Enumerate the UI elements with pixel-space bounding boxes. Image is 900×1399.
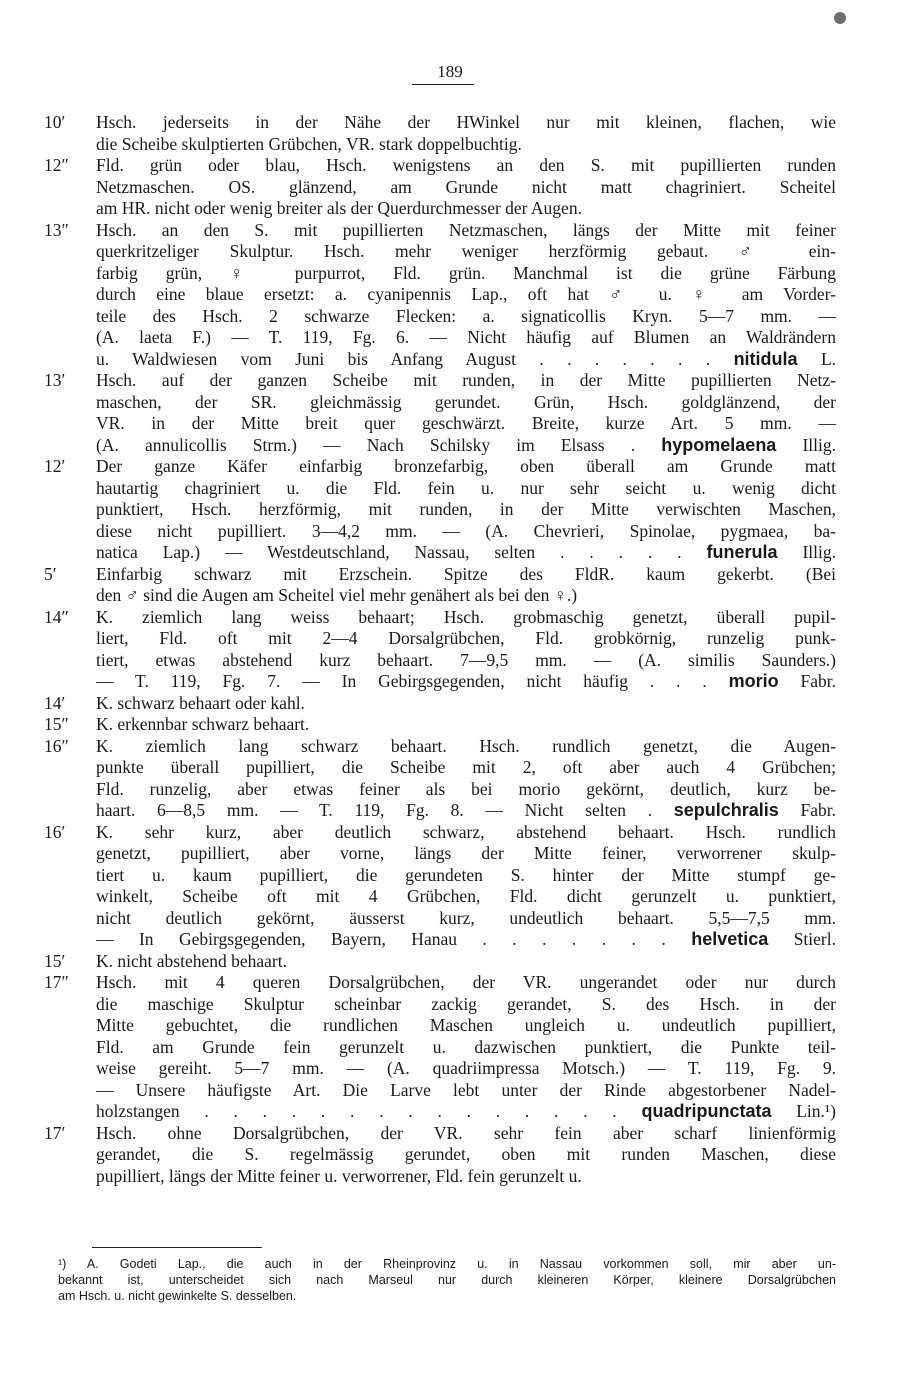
- couplet-number: 14′: [44, 692, 66, 713]
- species-author: Stierl.: [793, 929, 836, 949]
- species-name: sepulchralis: [673, 800, 779, 820]
- species-author: Fabr.: [800, 671, 836, 691]
- couplet-number: 17″: [44, 972, 69, 992]
- species-line: [96, 671, 836, 693]
- text-line: tiert, etwas abstehend kurz behaart. 7—9,5 mm. — (A. similis Saunders.): [96, 649, 836, 670]
- species-line: [96, 1101, 836, 1123]
- key-entry: [44, 822, 836, 951]
- text-line: Mitte gebuchtet, die rundlichen Maschen ungleich u. undeutlich pupilliert,: [96, 1015, 836, 1035]
- key-entry: [44, 714, 836, 736]
- key-entry: [44, 564, 836, 607]
- text-line: Hsch. auf der ganzen Scheibe mit runden, in der Mitte pupillierten Netz-: [96, 370, 836, 390]
- couplet-number: 13′: [44, 370, 66, 390]
- footnote-line: ¹) A. Godeti Lap., die auch in der Rheinprovinz u. in Nassau vorkommen soll, mir aber un-: [58, 1257, 836, 1271]
- text-line: K. schwarz behaart oder kahl.: [96, 692, 305, 713]
- species-line-text: haart. 6—8,5 mm. — T. 119, Fg. 8. — Nicht selten .: [96, 800, 653, 820]
- species-author: Fabr.: [800, 800, 836, 820]
- couplet-number: 12′: [44, 456, 66, 476]
- species-line-text: — T. 119, Fg. 7. — In Gebirgsgegenden, nicht häufig . . .: [96, 671, 707, 691]
- text-line: Netzmaschen. OS. glänzend, am Grunde nicht matt chagriniert. Scheitel: [96, 176, 836, 197]
- text-line: K. ziemlich lang weiss behaart; Hsch. grobmaschig genetzt, überall pupil-: [96, 606, 836, 627]
- couplet-number: 15′: [44, 950, 66, 971]
- text-line: die Scheibe skulptierten Grübchen, VR. stark doppelbuchtig.: [96, 133, 522, 154]
- key-entry: [44, 155, 836, 220]
- species-name: morio: [728, 671, 779, 691]
- text-line: am HR. nicht oder wenig breiter als der Querdurchmesser der Augen.: [96, 198, 582, 218]
- text-line: gerandet, die S. regelmässig gerundet, oben mit runden Maschen, diese: [96, 1144, 836, 1164]
- couplet-number: 15″: [44, 714, 69, 734]
- text-line: (A. laeta F.) — T. 119, Fg. 6. — Nicht häufig auf Blumen an Waldrändern: [96, 327, 836, 347]
- text-line: nicht deutlich gekörnt, äusserst kurz, undeutlich behaart. 5,5—7,5 mm.: [96, 907, 836, 928]
- text-line: liert, Fld. oft mit 2—4 Dorsalgrübchen, Fld. grobkörnig, runzelig punk-: [96, 628, 836, 648]
- text-line: pupilliert, längs der Mitte feiner u. verworrener, Fld. fein gerunzelt u.: [96, 1165, 582, 1186]
- species-author: Illig.: [802, 434, 836, 455]
- key-entry: [44, 370, 836, 456]
- text-line: farbig grün, ♀ purpurrot, Fld. grün. Manchmal ist die grüne Färbung: [96, 262, 836, 283]
- key-entries: [44, 112, 836, 1187]
- key-entry: [44, 693, 836, 715]
- text-line: hautartig chagriniert u. die Fld. fein u. nur sehr seicht u. wenig dicht: [96, 477, 836, 498]
- species-author: Illig.: [802, 542, 836, 562]
- species-name: hypomelaena: [661, 434, 777, 455]
- couplet-number: 13″: [44, 219, 69, 240]
- key-entry: [44, 112, 836, 155]
- species-line-text: — In Gebirgsgegenden, Bayern, Hanau . . . . . . .: [96, 929, 666, 949]
- species-line-text: natica Lap.) — Westdeutschland, Nassau, selten . . . . .: [96, 542, 682, 562]
- couplet-number: 17′: [44, 1122, 66, 1143]
- key-entry: [44, 1123, 836, 1188]
- couplet-number: 14″: [44, 606, 69, 627]
- species-name: quadripunctata: [641, 1101, 772, 1121]
- text-line: weise gereiht. 5—7 mm. — (A. quadriimpressa Motsch.) — T. 119, Fg. 9.: [96, 1058, 836, 1078]
- text-line: Einfarbig schwarz mit Erzschein. Spitze des FldR. kaum gekerbt. (Bei: [96, 563, 836, 584]
- species-name: nitidula: [733, 348, 798, 369]
- couplet-number: 16′: [44, 821, 66, 842]
- key-entry: [44, 220, 836, 371]
- text-line: Hsch. an den S. mit pupillierten Netzmaschen, längs der Mitte mit feiner: [96, 219, 836, 240]
- text-line: Fld. grün oder blau, Hsch. wenigstens an den S. mit pupillierten runden: [96, 155, 836, 175]
- text-line: punkte überall pupilliert, die Scheibe mit 2, oft aber auch 4 Grübchen;: [96, 757, 836, 777]
- text-line: Der ganze Käfer einfarbig bronzefarbig, oben überall am Grunde matt: [96, 456, 836, 476]
- species-author: L.: [820, 348, 836, 369]
- species-name: funerula: [706, 542, 778, 562]
- key-entry: [44, 951, 836, 973]
- text-line: maschen, der SR. gleichmässig gerundet. Grün, Hsch. goldglänzend, der: [96, 391, 836, 412]
- text-line: punktiert, Hsch. herzförmig, mit runden, in der Mitte verwischten Maschen,: [96, 499, 836, 519]
- text-line: Fld. runzelig, aber etwas feiner als bei morio gekörnt, deutlich, kurz be-: [96, 778, 836, 799]
- species-line-text: holzstangen . . . . . . . . . . . . . . .: [96, 1101, 617, 1121]
- text-line: Hsch. jederseits in der Nähe der HWinkel nur mit kleinen, flachen, wie: [96, 112, 836, 132]
- text-line: K. erkennbar schwarz behaart.: [96, 714, 310, 734]
- key-entry: [44, 456, 836, 564]
- couplet-number: 5′: [44, 563, 57, 584]
- couplet-number: 16″: [44, 735, 69, 756]
- footnote-line: am Hsch. u. nicht gewinkelte S. desselben.: [58, 1289, 297, 1303]
- header-rule: [412, 84, 474, 85]
- species-author: Lin.¹): [796, 1101, 836, 1121]
- species-line: [96, 542, 836, 564]
- couplet-number: 12″: [44, 155, 69, 175]
- text-line: K. nicht abstehend behaart.: [96, 950, 287, 971]
- species-line: [96, 929, 836, 951]
- text-line: Fld. am Grunde fein gerunzelt u. dazwischen punktiert, die Punkte teil-: [96, 1036, 836, 1057]
- species-line: [96, 435, 836, 457]
- key-entry: [44, 736, 836, 822]
- text-line: K. ziemlich lang schwarz behaart. Hsch. rundlich genetzt, die Augen-: [96, 735, 836, 756]
- footnote-line: bekannt ist, unterscheidet sich nach Marseul nur durch kleineren Körper, kleinere Dorsalgrübchen: [58, 1273, 836, 1287]
- text-line: — Unsere häufigste Art. Die Larve lebt unter der Rinde abgestorbener Nadel-: [96, 1079, 836, 1100]
- page-number: 189: [437, 62, 463, 81]
- species-line-text: u. Waldwiesen vom Juni bis Anfang August . . . . . . .: [96, 348, 711, 369]
- text-line: Hsch. ohne Dorsalgrübchen, der VR. sehr fein aber scharf linienförmig: [96, 1122, 836, 1143]
- text-line: die maschige Skulptur scheinbar zackig gerandet, S. des Hsch. in der: [96, 993, 836, 1014]
- text-line: teile des Hsch. 2 schwarze Flecken: a. signaticollis Kryn. 5—7 mm. —: [96, 305, 836, 326]
- text-line: tiert u. kaum pupilliert, die gerundeten S. hinter der Mitte stumpf ge-: [96, 864, 836, 885]
- species-name: helvetica: [691, 929, 769, 949]
- text-line: querkritzeliger Skulptur. Hsch. mehr weniger herzförmig gebaut. ♂ ein-: [96, 241, 836, 261]
- text-line: diese nicht pupilliert. 3—4,2 mm. — (A. Chevrieri, Spinolae, pygmaea, ba-: [96, 520, 836, 541]
- key-entry: [44, 607, 836, 693]
- text-line: genetzt, pupilliert, aber vorne, längs der Mitte feiner, verworrener skulp-: [96, 843, 836, 863]
- footnote-rule: [92, 1247, 262, 1248]
- key-entry: [44, 972, 836, 1123]
- text-line: durch eine blaue ersetzt: a. cyanipennis Lap., oft hat ♂ u. ♀ am Vorder-: [96, 284, 836, 304]
- text-line: den ♂ sind die Augen am Scheitel viel mehr genähert als bei den ♀.): [96, 585, 578, 605]
- footnotes: [58, 1256, 836, 1304]
- text-line: winkelt, Scheibe oft mit 4 Grübchen, Fld. dicht gerunzelt u. punktiert,: [96, 886, 836, 906]
- ink-smudge: [834, 12, 846, 24]
- text-line: K. sehr kurz, aber deutlich schwarz, abstehend behaart. Hsch. rundlich: [96, 821, 836, 842]
- species-line-text: (A. annulicollis Strm.) — Nach Schilsky im Elsass .: [96, 434, 636, 455]
- text-line: Hsch. mit 4 queren Dorsalgrübchen, der VR. ungerandet oder nur durch: [96, 972, 836, 992]
- couplet-number: 10′: [44, 112, 66, 132]
- species-line: [96, 800, 836, 822]
- text-line: VR. in der Mitte breit quer geschwärzt. Breite, kurze Art. 5 mm. —: [96, 413, 836, 433]
- species-line: [96, 349, 836, 371]
